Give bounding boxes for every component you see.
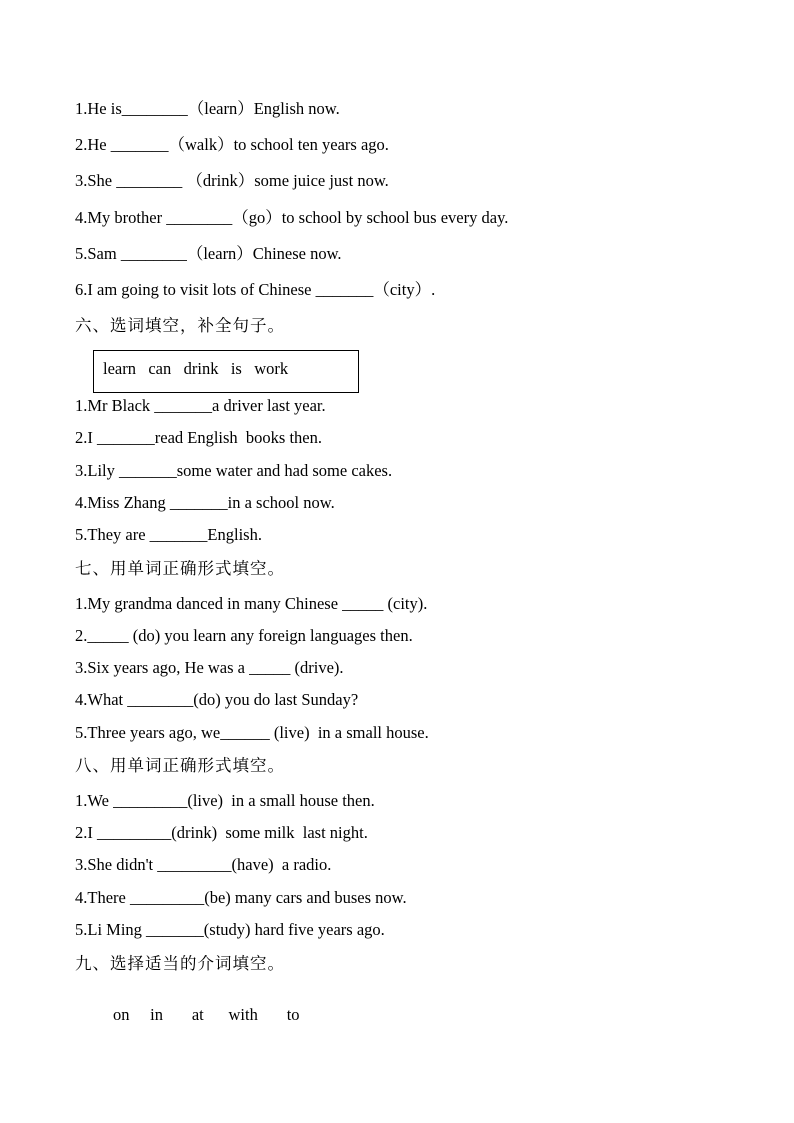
question-line: 3.She didn't _________(have) a radio.: [75, 855, 332, 874]
question-line: 4.There _________(be) many cars and buses now.: [75, 888, 407, 907]
question-line: 1.We _________(live) in a small house then.: [75, 791, 375, 810]
question-line: 6.I am going to visit lots of Chinese _______（city）.: [75, 280, 436, 299]
section-heading: 六、选词填空，补全句子。: [75, 316, 285, 335]
section-heading: 七、用单词正确形式填空。: [75, 559, 285, 578]
question-line: 2._____ (do) you learn any foreign languages then.: [75, 626, 413, 645]
question-line: 4.Miss Zhang _______in a school now.: [75, 493, 335, 512]
question-line: 1.Mr Black _______a driver last year.: [75, 396, 326, 415]
question-line: 3.Lily _______some water and had some cakes.: [75, 461, 393, 480]
question-line: 1.My grandma danced in many Chinese _____ (city).: [75, 594, 428, 613]
question-line: 5.Sam ________（learn）Chinese now.: [75, 244, 342, 263]
question-line: 2.He _______（walk）to school ten years ago.: [75, 135, 389, 154]
section-heading: 九、选择适当的介词填空。: [75, 954, 285, 973]
question-line: 4.What ________(do) you do last Sunday?: [75, 690, 359, 709]
question-line: 2.I _________(drink) some milk last night.: [75, 823, 368, 842]
preposition-word-list: on in at with to: [113, 1004, 300, 1024]
section-heading: 八、用单词正确形式填空。: [75, 756, 285, 775]
question-line: 5.Three years ago, we______ (live) in a small house.: [75, 723, 429, 742]
question-line: 2.I _______read English books then.: [75, 428, 323, 447]
question-line: 4.My brother ________（go）to school by school bus every day.: [75, 208, 509, 227]
question-line: 3.Six years ago, He was a _____ (drive).: [75, 658, 344, 677]
question-line: 1.He is________（learn）English now.: [75, 99, 340, 118]
question-line: 3.She ________ （drink）some juice just now.: [75, 171, 389, 190]
question-line: 5.They are _______English.: [75, 525, 262, 544]
question-line: 5.Li Ming _______(study) hard five years ago.: [75, 920, 385, 939]
word-bank-box: [93, 350, 359, 393]
word-bank-words: learn can drink is work: [103, 359, 289, 378]
